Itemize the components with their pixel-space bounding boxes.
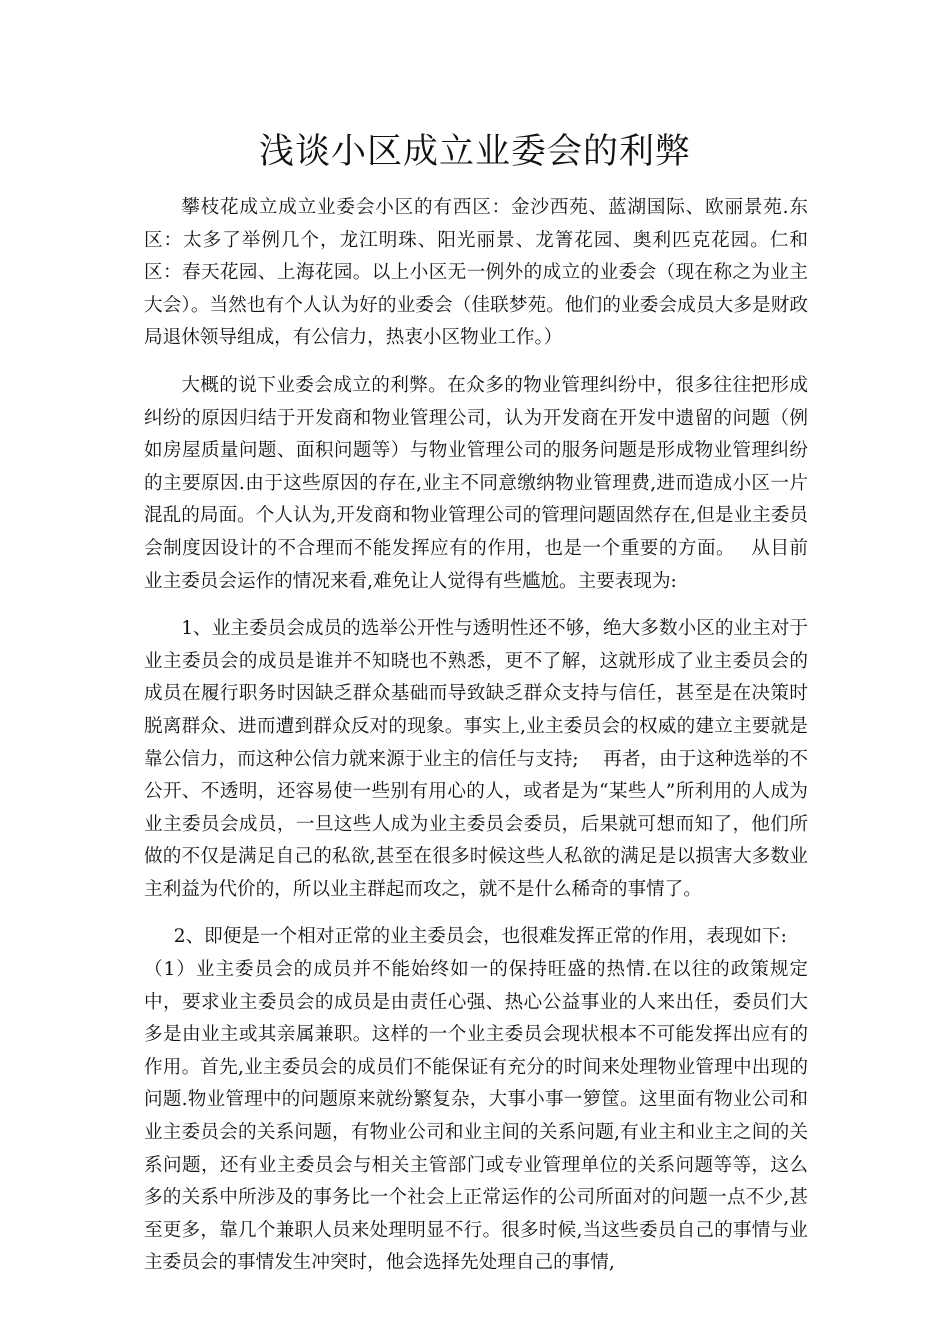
paragraph-point-2: 2、即便是一个相对正常的业主委员会，也很难发挥正常的作用，表现如下: bbox=[173, 926, 787, 948]
paragraph-pros-cons: 大概的说下业委会成立的利弊。在众多的物业管理纠纷中，很多往往把形成纠纷的原因归结于开发商和物业管理公司，认为开发商在开发中遗留的问题（例如房屋质量问题、面积问题等）与物业管理公司的服务问题是形成物业管理纠纷的主要原因.由于这些原因的存在,业主不同意缴纳物业管理费,进而造成小区一片混乱的局面。个人认为,开发商和物业管理公司的管理问题固然存在,但是业主委员会制度因设计的不合理而不能发挥应有的作用，也是一个重要的方面。 从目前业主委员会运作的情况来看,难免让人觉得有些尴尬。主要表现为: bbox=[144, 374, 808, 592]
paragraph-point-1: 1、业主委员会成员的选举公开性与透明性还不够，绝大多数小区的业主对于业主委员会的成员是谁并不知晓也不熟悉，更不了解，这就形成了业主委员会的成员在履行职务时因缺乏群众基础而导致缺乏群众支持与信任，甚至是在决策时脱离群众、进而遭到群众反对的现象。事实上,业主委员会的权威的建立主要就是靠公信力，而这种公信力就来源于业主的信任与支持; 再者，由于这种选举的不公开、不透明，还容易使一些别有用心的人，或者是为“某些人”所利用的人成为业主委员会成员，一旦这些人成为业主委员会委员，后果就可想而知了，他们所做的不仅是满足自己的私欲,甚至在很多时候这些人私欲的满足是以损害大多数业主利益为代价的，所以业主群起而攻之，就不是什么稀奇的事情了。 bbox=[144, 618, 808, 900]
document-body bbox=[144, 192, 808, 1295]
paragraph-point-2-1: （1）业主委员会的成员并不能始终如一的保持旺盛的热情.在以往的政策规定中，要求业主委员会的成员是由责任心强、热心公益事业的人来出任，委员们大多是由业主或其亲属兼职。这样的一个业主委员会现状根本不可能发挥出应有的作用。首先,业主委员会的成员们不能保证有充分的时间来处理物业管理中出现的问题.物业管理中的问题原来就纷繁复杂，大事小事一箩筐。这里面有物业公司和业主委员会的关系问题，有物业公司和业主间的关系问题,有业主和业主之间的关系问题，还有业主委员会与相关主管部门或专业管理单位的关系问题等等，这么多的关系中所涉及的事务比一个社会上正常运作的公司所面对的问题一点不少,甚至更多，靠几个兼职人员来处理明显不行。很多时候,当这些委员自己的事情与业主委员会的事情发生冲突时，他会选择先处理自己的事情, bbox=[144, 959, 808, 1274]
paragraph-intro: 攀枝花成立成立业委会小区的有西区：金沙西苑、蓝湖国际、欧丽景苑.东区：太多了举例几个，龙江明珠、阳光丽景、龙箐花园、奥利匹克花园。仁和区：春天花园、上海花园。以上小区无一例外的成立的业委会（现在称之为业主大会）。当然也有个人认为好的业委会（佳联梦苑。他们的业委会成员大多是财政局退休领导组成，有公信力，热衷小区物业工作。） bbox=[144, 197, 808, 349]
document-title: 浅谈小区成立业委会的利弊 bbox=[258, 132, 691, 172]
